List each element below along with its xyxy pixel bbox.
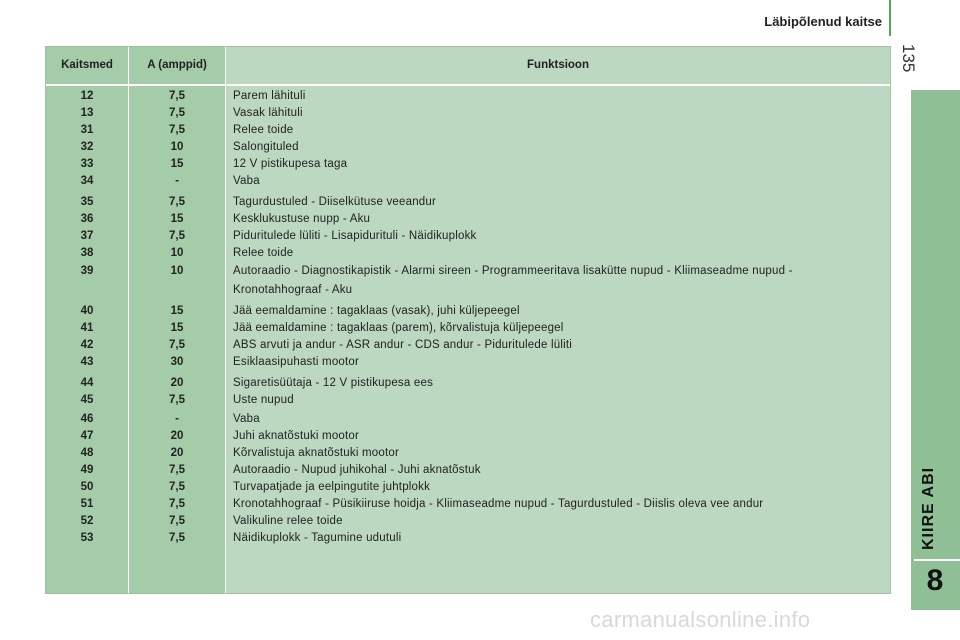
function-cell: Esiklaasipuhasti mootor [233, 356, 360, 368]
page-header-title: Läbipõlenud kaitse [764, 14, 882, 29]
function-cell: Relee toide [233, 124, 294, 136]
fuse-number-cell: 48 [80, 447, 94, 459]
fuse-number-cell: 42 [80, 339, 94, 351]
column-header-amp: A (amppid) [147, 59, 207, 71]
header-divider [889, 0, 891, 36]
header-row-divider [46, 84, 890, 86]
table-row [46, 337, 890, 354]
amperage-cell: 7,5 [169, 230, 185, 242]
amperage-cell: 10 [170, 141, 184, 153]
amperage-cell: 7,5 [169, 481, 185, 493]
fuse-number-cell: 45 [80, 394, 94, 406]
table-row [46, 303, 890, 320]
fuse-number-cell: 40 [80, 305, 94, 317]
watermark: carmanualsonline.info [590, 607, 811, 632]
table-row [46, 156, 890, 173]
amperage-cell: 15 [170, 322, 184, 334]
table-row [46, 496, 890, 513]
fuse-number-cell: 51 [80, 498, 94, 510]
function-cell: Näidikuplokk - Tagumine udutuli [233, 532, 402, 544]
table-row [46, 479, 890, 496]
function-cell: Kesklukustuse nupp - Aku [233, 213, 371, 225]
table-row [46, 228, 890, 245]
fuse-number-cell: 12 [80, 90, 94, 102]
function-cell: Vaba [233, 175, 260, 187]
table-row [46, 392, 890, 409]
function-cell: Autoraadio - Nupud juhikohal - Juhi aknatõstuk [233, 464, 481, 476]
column-header-fuse: Kaitsmed [61, 59, 113, 71]
fuse-number-cell: 38 [80, 247, 94, 259]
column-header-function: Funktsioon [527, 59, 589, 71]
table-row [46, 445, 890, 462]
fuse-number-cell: 35 [80, 196, 94, 208]
fuse-number-cell: 44 [80, 377, 94, 389]
amperage-cell: 15 [170, 158, 184, 170]
function-cell: 12 V pistikupesa taga [233, 158, 348, 170]
function-cell: Juhi aknatõstuki mootor [233, 430, 360, 442]
fuse-number-cell: 52 [80, 515, 94, 527]
amperage-cell: 15 [170, 213, 184, 225]
table-row [46, 428, 890, 445]
fuse-number-cell: 36 [80, 213, 94, 225]
function-cell: Vaba [233, 413, 260, 425]
table-row [46, 105, 890, 122]
table-row [46, 354, 890, 371]
function-cell: Vasak lähituli [233, 107, 303, 119]
amperage-cell: 20 [170, 430, 184, 442]
fuse-number-cell: 32 [80, 141, 94, 153]
table-row [46, 411, 890, 428]
chapter-tab-divider [914, 559, 960, 561]
function-cell: Jää eemaldamine : tagaklaas (vasak), juhi küljepeegel [233, 305, 520, 317]
amperage-cell: 7,5 [169, 532, 185, 544]
amperage-cell: 20 [170, 377, 184, 389]
table-row [46, 245, 890, 262]
function-cell: Turvapatjade ja eelpingutite juhtplokk [233, 481, 431, 493]
table-row [46, 88, 890, 105]
table-row [46, 211, 890, 228]
amperage-cell: 7,5 [169, 464, 185, 476]
table-row [46, 194, 890, 211]
table-row [46, 375, 890, 392]
function-cell: Salongituled [233, 141, 299, 153]
table-row [46, 530, 890, 547]
function-cell: Autoraadio - Diagnostikapistik - Alarmi sireen - Programmeeritava lisakütte nupud - Kliimaseadme nupud - Kronotahhograaf - Aku [233, 265, 793, 296]
fuse-number-cell: 13 [80, 107, 94, 119]
fuse-number-cell: 47 [80, 430, 94, 442]
amperage-cell: 30 [170, 356, 184, 368]
table-row [46, 462, 890, 479]
fuse-number-cell: 33 [80, 158, 94, 170]
amperage-cell: 7,5 [169, 498, 185, 510]
function-cell: Valikuline relee toide [233, 515, 343, 527]
amperage-cell: 10 [170, 265, 184, 277]
fuse-number-cell: 31 [80, 124, 94, 136]
table-body [46, 88, 890, 547]
amperage-cell: 7,5 [169, 107, 185, 119]
function-cell: Kronotahhograaf - Püsikiiruse hoidja - Kliimaseadme nupud - Tagurdustuled - Diislis oleva vee andur [233, 498, 764, 510]
table-row [46, 513, 890, 530]
fuse-number-cell: 37 [80, 230, 94, 242]
amperage-cell: - [175, 413, 179, 425]
function-cell: Uste nupud [233, 394, 294, 406]
amperage-cell: 15 [170, 305, 184, 317]
function-cell: Parem lähituli [233, 90, 306, 102]
function-cell: ABS arvuti ja andur - ASR andur - CDS andur - Piduritulede lüliti [233, 339, 572, 351]
amperage-cell: 7,5 [169, 90, 185, 102]
fuse-number-cell: 50 [80, 481, 94, 493]
amperage-cell: 7,5 [169, 124, 185, 136]
function-cell: Piduritulede lüliti - Lisapidurituli - Näidikuplokk [233, 230, 477, 242]
amperage-cell: 20 [170, 447, 184, 459]
function-cell: Sigaretisüütaja - 12 V pistikupesa ees [233, 377, 434, 389]
page-number: 135 [899, 44, 918, 73]
fuse-number-cell: 41 [80, 322, 94, 334]
table-row [46, 173, 890, 190]
function-cell: Relee toide [233, 247, 294, 259]
fuse-number-cell: 43 [80, 356, 94, 368]
chapter-tab-title: KIIRE ABI [920, 466, 937, 550]
fuse-table [45, 46, 891, 594]
function-cell: Tagurdustuled - Diiselkütuse veeandur [233, 196, 437, 208]
fuse-number-cell: 53 [80, 532, 94, 544]
fuse-number-cell: 46 [80, 413, 94, 425]
amperage-cell: 7,5 [169, 394, 185, 406]
fuse-number-cell: 34 [80, 175, 94, 187]
amperage-cell: 7,5 [169, 515, 185, 527]
function-cell: Jää eemaldamine : tagaklaas (parem), kõrvalistuja küljepeegel [233, 322, 564, 334]
function-cell: Kõrvalistuja aknatõstuki mootor [233, 447, 399, 459]
table-row [46, 262, 890, 299]
amperage-cell: - [175, 175, 179, 187]
fuse-number-cell: 49 [80, 464, 94, 476]
table-row [46, 139, 890, 156]
table-row [46, 320, 890, 337]
amperage-cell: 7,5 [169, 196, 185, 208]
table-row [46, 122, 890, 139]
amperage-cell: 7,5 [169, 339, 185, 351]
fuse-number-cell: 39 [80, 265, 94, 277]
chapter-number: 8 [926, 564, 944, 597]
amperage-cell: 10 [170, 247, 184, 259]
